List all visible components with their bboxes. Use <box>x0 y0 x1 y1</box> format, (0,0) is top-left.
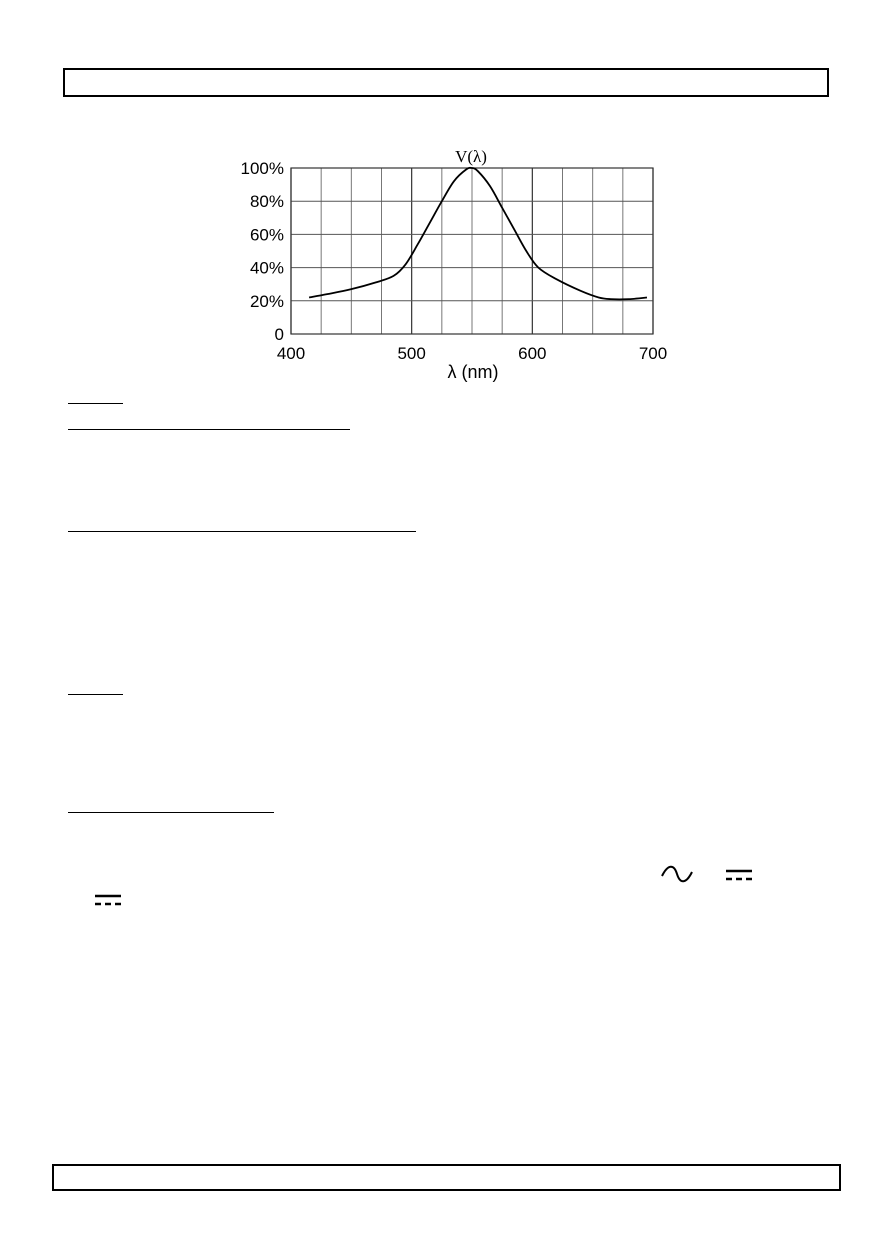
sensitivity-chart <box>0 0 893 400</box>
heading-rule-4 <box>68 694 123 695</box>
x-axis-label: λ (nm) <box>447 362 499 382</box>
x-tick-label: 500 <box>397 344 426 363</box>
y-tick-label: 20% <box>249 291 284 311</box>
y-tick-label: 40% <box>249 258 284 278</box>
series-line-v-lambda <box>309 168 647 300</box>
heading-rule-2 <box>68 429 350 430</box>
chart-tick-labels <box>241 159 668 363</box>
dc-symbol-icon <box>724 868 754 884</box>
x-tick-label: 400 <box>276 344 306 363</box>
ac-symbol-icon <box>660 864 694 884</box>
footer-box <box>52 1164 841 1191</box>
series-label: V(λ) <box>455 147 487 166</box>
dc-symbol-icon-2 <box>93 893 123 909</box>
y-tick-label: 60% <box>249 225 284 245</box>
x-tick-label: 600 <box>518 344 547 363</box>
chart-grid <box>291 168 653 334</box>
y-tick-label: 80% <box>249 192 284 212</box>
heading-rule-1 <box>68 403 123 404</box>
y-tick-label: 0 <box>274 325 284 344</box>
x-tick-label: 700 <box>638 344 668 363</box>
heading-rule-5 <box>68 812 274 813</box>
y-tick-label: 100% <box>240 159 284 178</box>
heading-rule-3 <box>68 531 416 532</box>
